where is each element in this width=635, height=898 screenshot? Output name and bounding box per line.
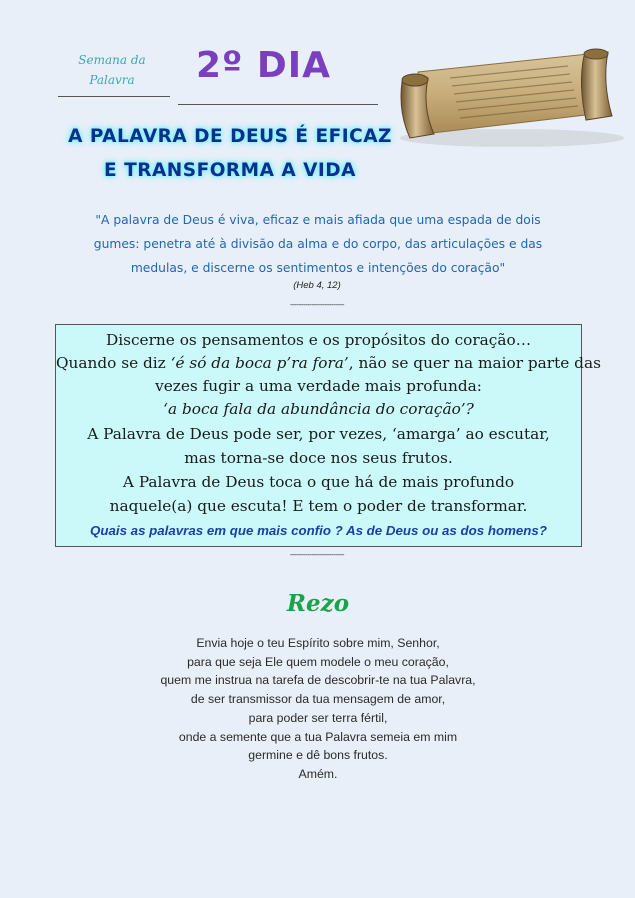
prayer-line: quem me instrua na tarefa de descobrir-te na tua Palavra, xyxy=(160,673,476,688)
separator-bottom: ------------------------- xyxy=(289,550,345,559)
prayer-text xyxy=(118,634,518,784)
prayer-line: onde a semente que a tua Palavra semeia em mim xyxy=(178,729,458,744)
prayer-line: para que seja Ele quem modele o meu coração, xyxy=(187,654,449,669)
ancient-scroll-image xyxy=(388,42,624,150)
reflection-line1: Discerne os pensamentos e os propósitos do coração… xyxy=(105,331,531,349)
reflection-line5: A Palavra de Deus pode ser, por vezes, ‘amarga’ ao escutar, xyxy=(87,425,550,443)
reflection-line2-end: , não se quer na maior parte das xyxy=(348,354,601,372)
prayer-line: para poder ser terra fértil, xyxy=(248,710,388,725)
scripture-reference: (Heb 4, 12) xyxy=(293,280,341,291)
main-title xyxy=(40,120,420,188)
reflection-line3: vezes fugir a uma verdade mais profunda: xyxy=(155,377,482,395)
prayer-line: germine e dê bons frutos. xyxy=(248,748,388,763)
quote-line3: medulas, e discerne os sentimentos e intenções do coração" xyxy=(130,261,506,275)
reflection-line4: ‘a boca fala da abundância do coração’? xyxy=(163,400,474,418)
title-line2: E TRANSFORMA A VIDA xyxy=(104,160,356,181)
scripture-quote xyxy=(58,208,578,280)
prayer-heading: Rezo xyxy=(286,590,350,617)
reflection-line2 xyxy=(56,354,601,372)
quote-line1: "A palavra de Deus é viva, eficaz e mais afiada que uma espada de dois xyxy=(95,213,541,227)
reflection-question: Quais as palavras em que mais confio ? As de Deus ou as dos homens? xyxy=(90,523,547,538)
semana-line1: Semana da xyxy=(78,53,146,67)
prayer-line: Envia hoje o teu Espírito sobre mim, Senhor, xyxy=(196,636,440,650)
separator-top: ------------------------- xyxy=(289,300,345,309)
prayer-line: de ser transmissor da tua mensagem de amor, xyxy=(190,692,446,707)
day-heading: 2º DIA xyxy=(196,45,332,86)
quote-line2: gumes: penetra até à divisão da alma e do corpo, das articulações e das xyxy=(93,237,543,251)
reflection-line7: A Palavra de Deus toca o que há de mais profundo xyxy=(122,473,515,491)
reflection-line6: mas torna-se doce nos seus frutos. xyxy=(184,449,453,467)
reflection-line8: naquele(a) que escuta! E tem o poder de transformar. xyxy=(109,497,528,515)
semana-underline xyxy=(58,96,170,97)
reflection-line2-italic: ‘é só da boca p’ra fora’ xyxy=(170,354,349,372)
header-divider xyxy=(178,104,378,105)
prayer-line: Amém. xyxy=(298,766,338,781)
reflection-line2-start: Quando se diz xyxy=(56,354,171,372)
semana-da-palavra-label xyxy=(64,50,160,90)
title-line1: A PALAVRA DE DEUS É EFICAZ xyxy=(68,126,392,147)
semana-line2: Palavra xyxy=(89,73,135,87)
reflection-box xyxy=(55,324,601,547)
